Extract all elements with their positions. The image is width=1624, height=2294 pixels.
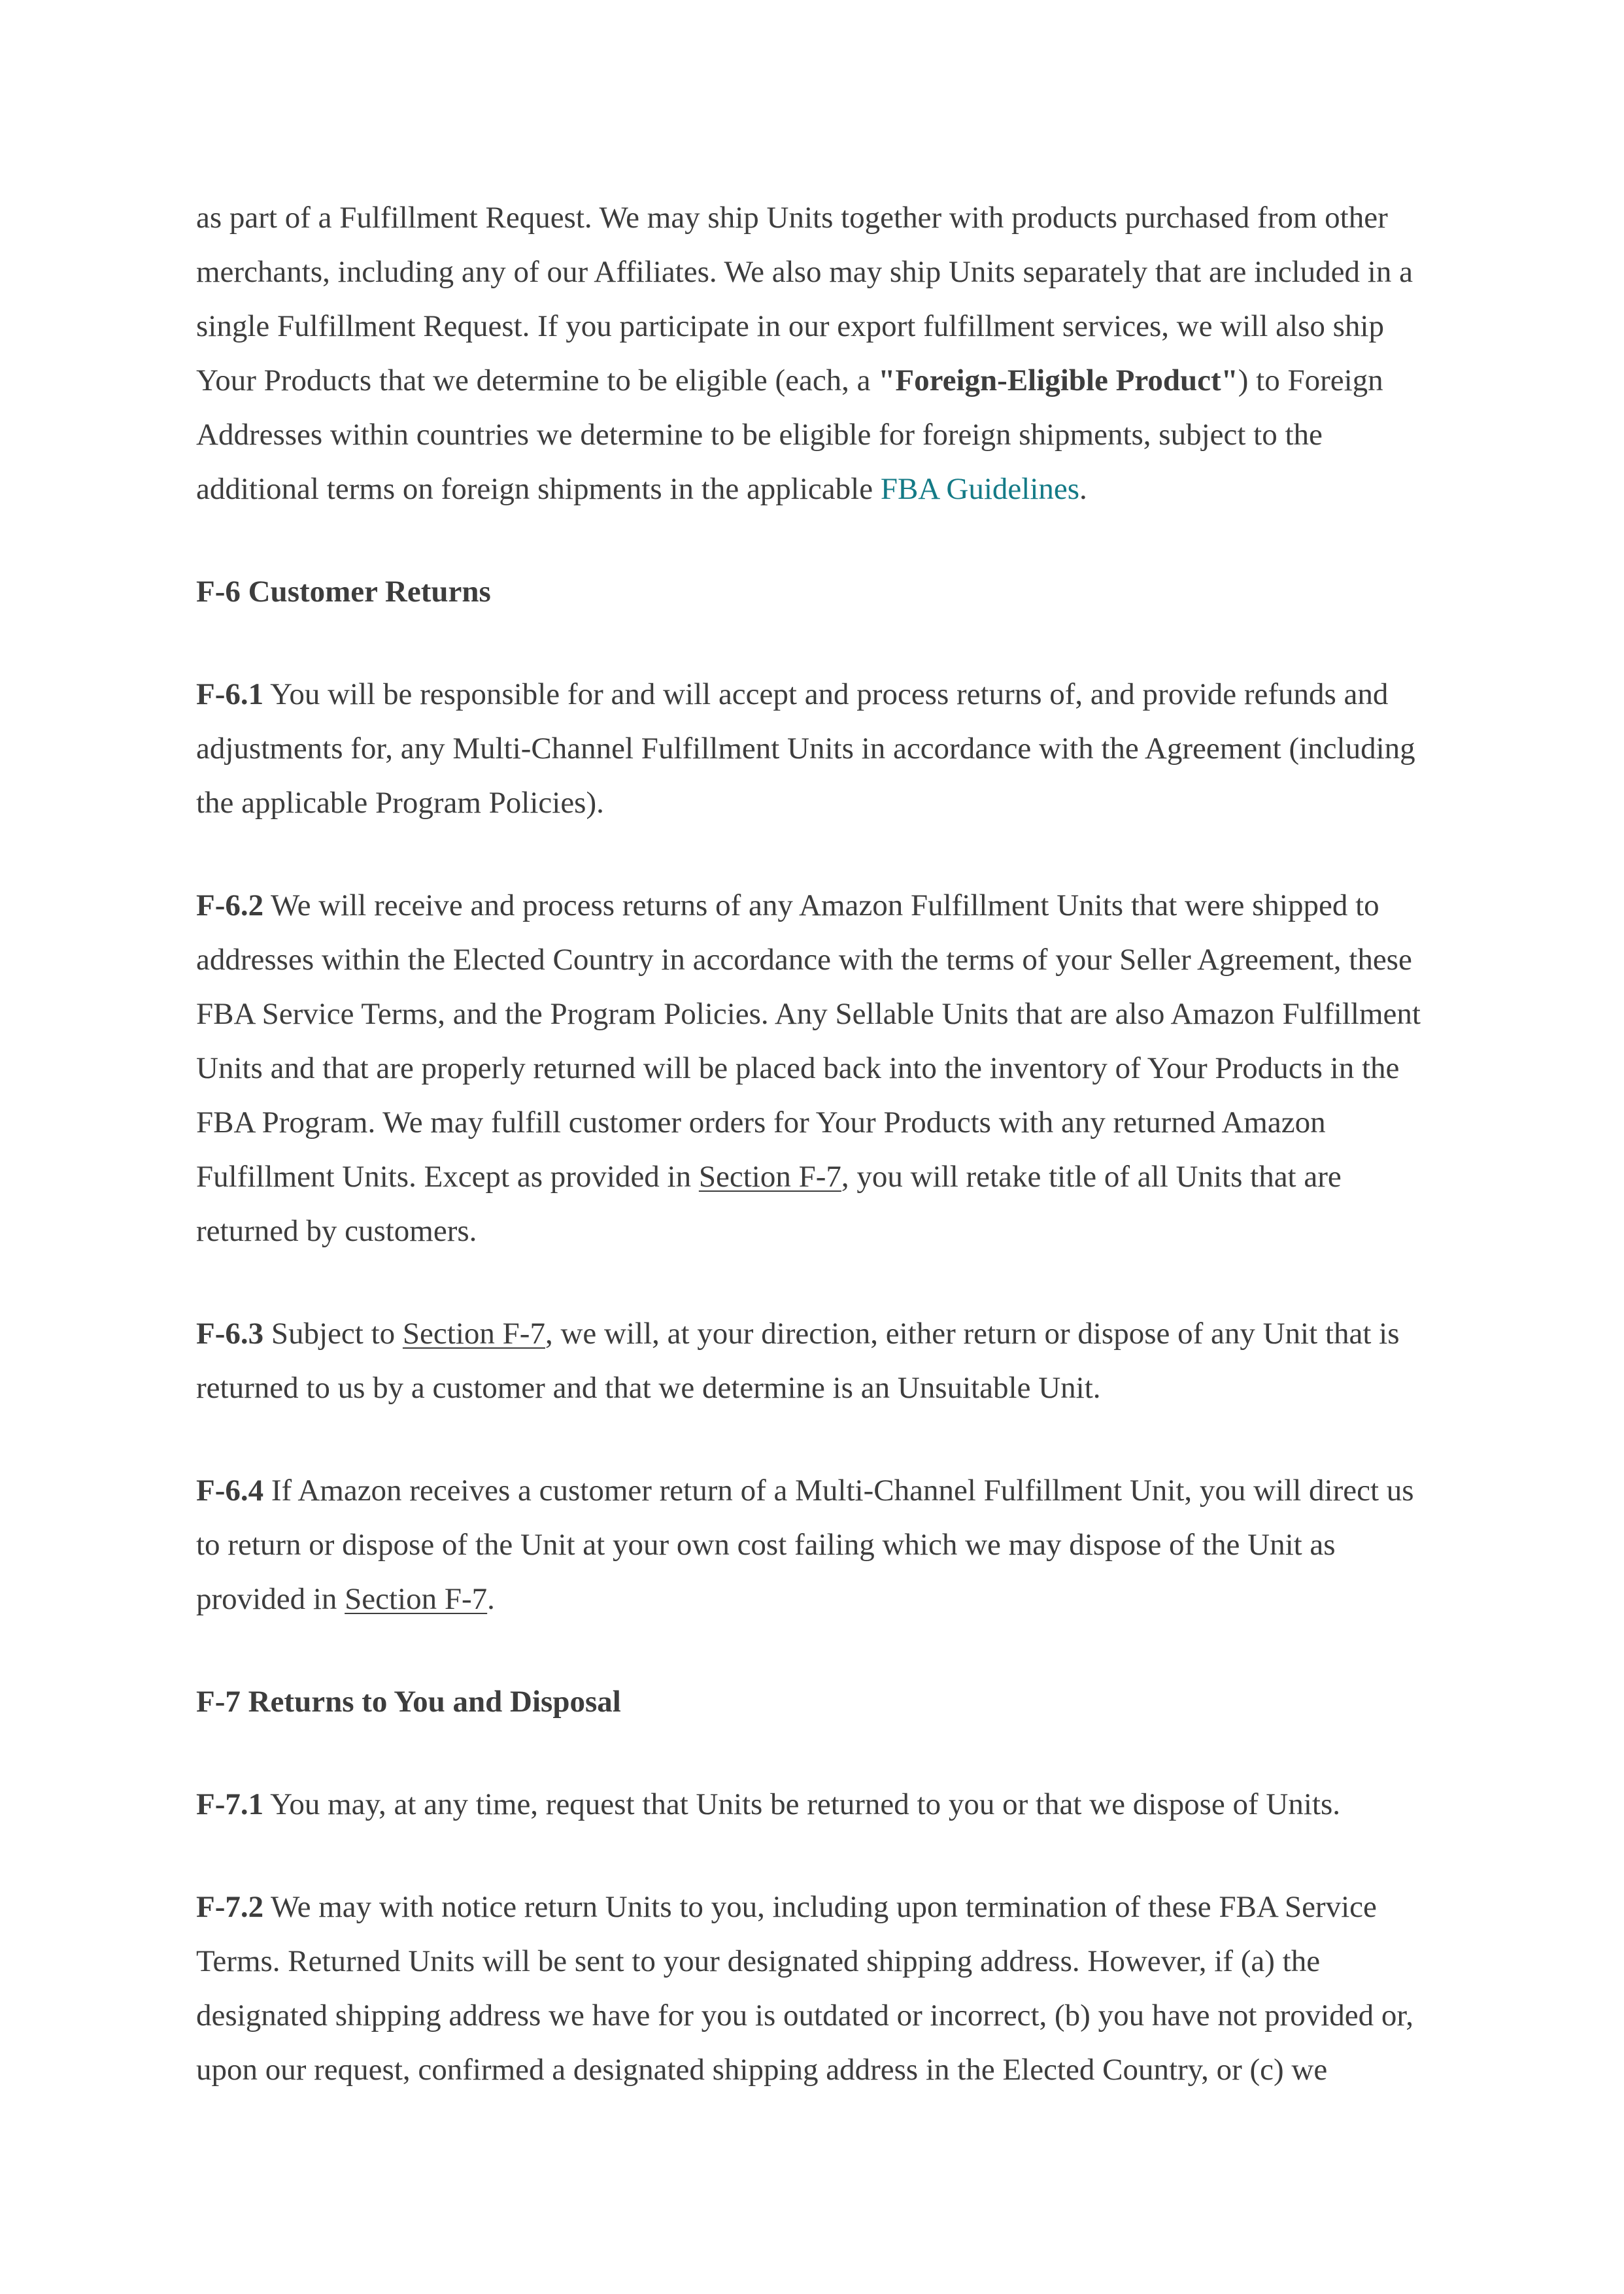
- clause-text: We will receive and process returns of any Amazon Fulfillment Units that were shipped to addresses within the Elected Country in accordance with the terms of your Seller Agreement, these FBA Service Terms, and the Program Policies. Any Sellable Units that are also Amazon Fulfillment Units and that are properly returned will be placed back into the inventory of Your Products in the FBA Program. We may fulfill customer orders for Your Products with any returned Amazon Fulfillment Units. Except as provided in: [196, 888, 1421, 1194]
- clause-number: F-7.2: [196, 1890, 264, 1924]
- clause-number: F-6.4: [196, 1474, 264, 1508]
- section-heading-f7: F-7 Returns to You and Disposal: [196, 1685, 621, 1719]
- clause-text: , you will retake title of all Units that are returned by customers.: [196, 1160, 1342, 1248]
- clause-text: If Amazon receives a customer return of a Multi-Channel Fulfillment Unit, you will direct us to return or dispose of the Unit at your own cost failing which we may dispose of the Unit as provided in: [196, 1474, 1414, 1616]
- clause-number: F-6.1: [196, 677, 264, 711]
- paragraph-f7-1: [196, 1778, 1445, 1832]
- clause-text: You will be responsible for and will accept and process returns of, and provide refunds and adjustments for, any Multi-Channel Fulfillment Units in accordance with the Agreement (including the applicable Program Policies).: [196, 677, 1415, 820]
- section-f7-link[interactable]: Section F-7: [345, 1582, 488, 1616]
- clause-text: We may with notice return Units to you, including upon termination of these FBA Service Terms. Returned Units will be sent to your designated shipping address. However, if (a) the designated shipping address we have for you is outdated or incorrect, (b) you have not provided or, upon our request, confirmed a designated shipping address in the Elected Country, or (c) we: [196, 1890, 1413, 2087]
- fba-guidelines-link[interactable]: FBA Guidelines: [880, 472, 1080, 506]
- foreign-eligible-product-term: "Foreign-Eligible Product": [878, 363, 1238, 397]
- intro-text-3: .: [1079, 472, 1087, 506]
- section-f7-link[interactable]: Section F-7: [698, 1160, 841, 1194]
- clause-number: F-6.2: [196, 888, 264, 922]
- section-heading-f6: F-6 Customer Returns: [196, 575, 491, 609]
- clause-text: You may, at any time, request that Units be returned to you or that we dispose of Units.: [263, 1787, 1341, 1821]
- paragraph-f6-1: [196, 667, 1445, 830]
- clause-text: .: [487, 1582, 495, 1616]
- paragraph-f6-2: [196, 879, 1445, 1258]
- paragraph-f7-2: [196, 1880, 1445, 2097]
- paragraph-intro: [196, 191, 1445, 516]
- document-page: [196, 191, 1445, 2146]
- paragraph-f6-4: [196, 1464, 1445, 1627]
- clause-text: , we will, at your direction, either return or dispose of any Unit that is returned to us by a customer and that we determine is an Unsuitable Unit.: [196, 1317, 1400, 1405]
- intro-text-1: as part of a Fulfillment Request. We may ship Units together with products purchased from other merchants, including any of our Affiliates. We also may ship Units separately that are included in a single Fulfillment Request. If you participate in our export fulfillment services, we will also ship Your Products that we determine to be eligible (each, a: [196, 201, 1413, 397]
- clause-number: F-6.3: [196, 1317, 264, 1351]
- clause-text: Subject to: [263, 1317, 403, 1351]
- intro-text-2: ) to Foreign Addresses within countries we determine to be eligible for foreign shipments, subject to the additional terms on foreign shipments in the applicable: [196, 363, 1383, 506]
- clause-number: F-7.1: [196, 1787, 264, 1821]
- section-f7-link[interactable]: Section F-7: [402, 1317, 545, 1351]
- paragraph-f6-3: [196, 1307, 1445, 1415]
